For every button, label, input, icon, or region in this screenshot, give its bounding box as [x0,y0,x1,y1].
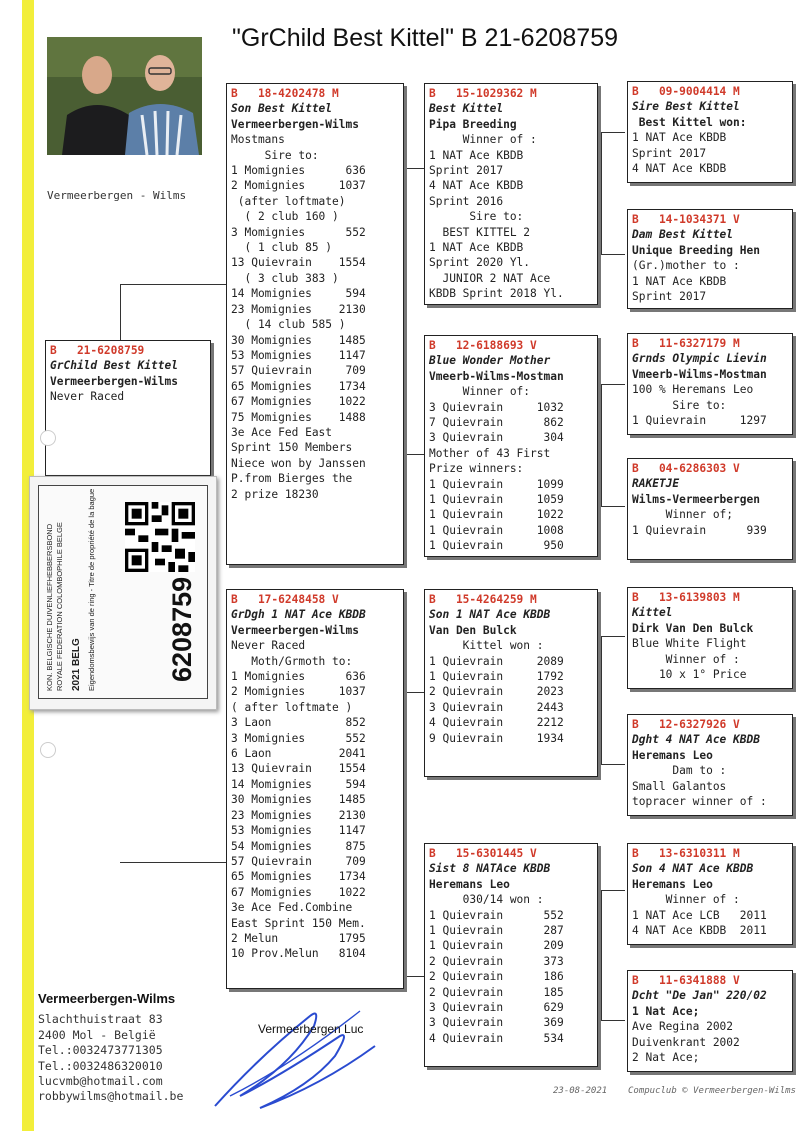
sire-sire-pedigree-box [424,83,598,305]
ring-number: B 09-9004414 M [632,85,740,98]
bird-name: Sire Best Kittel [632,100,740,114]
detail-line: P.from Bierges the [231,472,353,486]
connector [601,890,602,1020]
detail-line: Small Galantos [632,779,727,793]
connector [120,862,228,863]
detail-line: 53 Momignies 1147 [231,348,366,362]
detail-line: 65 Momignies 1734 [231,870,366,884]
detail-line: 3 Quievrain 2443 [429,700,564,714]
breeder-name: Vermeerbergen-Wilms [231,623,359,637]
detail-line: 3e Ace Fed.Combine [231,901,353,915]
detail-line: 3 Momignies 552 [231,225,366,239]
detail-line: 3e Ace Fed East [231,425,333,439]
connector [601,890,625,891]
bird-name: Blue Wonder Mother [429,354,551,368]
detail-line: 3 Quievrain 369 [429,1016,564,1030]
detail-line: 1 Quievrain 950 [429,539,564,553]
breeder-name: Vmeerb-Wilms-Mostman [429,369,564,383]
detail-line: Sire to: [429,210,524,224]
ring-number: B 13-6139803 M [632,591,740,604]
detail-line: ( 2 club 160 ) [231,210,339,224]
ring-number: B 12-6327926 V [632,718,740,731]
detail-line: BEST KITTEL 2 [429,225,531,239]
detail-line: 65 Momignies 1734 [231,379,366,393]
ring-ownership-card [29,476,217,710]
bird-name: GrChild Best Kittel [50,359,178,373]
detail-line: 7 Quievrain 862 [429,416,564,430]
detail-line: Sprint 2017 [632,290,707,304]
owners-photo-illustration [47,37,202,155]
detail-line: (after loftmate) [231,194,346,208]
detail-line: 1 Momignies 636 [231,670,366,684]
detail-line: 2 Momignies 1037 [231,685,366,699]
detail-line: 2 prize 18230 [231,487,319,501]
detail-line: Kittel won : [429,639,544,653]
detail-line: 2 Nat Ace; [632,1051,700,1065]
card-frame [38,485,208,699]
detail-line: Sprint 2016 [429,194,504,208]
connector [601,636,625,637]
breeder-name: 1 Nat Ace; [632,1004,700,1018]
detail-line: 10 Prov.Melun 8104 [231,947,366,961]
detail-line: Winner of; [632,508,734,522]
owners-photo [47,37,202,155]
footer-copyright: Compuclub © Vermeerbergen-Wilms [628,1086,796,1096]
dds-pedigree-box [627,843,793,945]
bird-name: Best Kittel [429,102,504,116]
connector [601,132,602,254]
detail-line: 3 Laon 852 [231,716,366,730]
detail-line: 1 Quievrain 2089 [429,654,564,668]
detail-line: 4 NAT Ace KBDB [429,179,524,193]
federation-french: ROYALE FEDERATION COLOMBOPHILE BELGE [55,522,64,691]
bird-name: Son 4 NAT Ace KBDB [632,862,754,876]
breeder-name: Best Kittel won: [632,115,747,129]
sire-dam-pedigree-box [424,335,598,557]
detail-line: 1 Quievrain 1297 [632,414,767,428]
detail-line: 57 Quievrain 709 [231,854,366,868]
page-title: "GrChild Best Kittel" B 21-6208759 [232,24,619,52]
punch-hole [40,742,56,758]
ring-number-large: 6208759 [167,576,197,682]
detail-line: Sire to: [632,398,727,412]
breeder-name: Pipa Breeding [429,117,517,131]
detail-line: Niece won by Janssen [231,456,366,470]
breeder-name: Heremans Leo [429,877,510,891]
detail-line: Mostmans [231,133,285,147]
signature-icon [200,996,390,1116]
detail-line: 30 Momignies 1485 [231,333,366,347]
detail-line: 1 Quievrain 209 [429,939,564,953]
connector [601,254,625,255]
detail-line: Duivenkrant 2002 [632,1035,740,1049]
detail-line: 4 NAT Ace KBDB 2011 [632,924,767,938]
detail-line: Never Raced [50,390,125,404]
detail-line: ( 1 club 85 ) [231,241,333,255]
detail-line: 1 NAT Ace KBDB [429,148,524,162]
ring-number: B 04-6286303 V [632,462,740,475]
contact-street: Slachthuistraat 83 [38,1012,163,1027]
bird-name: Sist 8 NATAce KBDB [429,862,551,876]
bird-name: Dght 4 NAT Ace KBDB [632,733,760,747]
connector [601,764,625,765]
detail-line: 1 Quievrain 1099 [429,477,564,491]
federation-dutch: KON. BELGISCHE DUIVENLIEFHEBBERSBOND [45,523,54,691]
subject-pedigree-box [45,340,211,476]
ring-number: B 15-4264259 M [429,593,537,606]
ring-number: B 15-1029362 M [429,87,537,100]
contact-email: robbywilms@hotmail.be [38,1089,184,1104]
detail-line: Prize winners: [429,462,524,476]
detail-line: 54 Momignies 875 [231,839,366,853]
punch-hole [40,430,56,446]
breeder-name: Vmeerb-Wilms-Mostman [632,367,767,381]
detail-line: 53 Momignies 1147 [231,824,366,838]
ddd-pedigree-box [627,970,793,1072]
sss-pedigree-box [627,81,793,183]
detail-line: 4 Quievrain 2212 [429,716,564,730]
year-country: 2021 BELG [71,638,82,691]
contact-block [38,991,183,1105]
detail-line: Blue White Flight [632,637,747,651]
detail-line: 2 Quievrain 373 [429,954,564,968]
detail-line: 67 Momignies 1022 [231,885,366,899]
contact-email: lucvmb@hotmail.com [38,1074,163,1089]
detail-line: 2 Melun 1795 [231,931,366,945]
bird-name: RAKETJE [632,477,680,491]
dam-dam-pedigree-box [424,843,598,1067]
ring-number: B 11-6327179 M [632,337,740,350]
connector [601,636,602,764]
connector [120,284,228,285]
dss-pedigree-box [627,587,793,689]
detail-line: Sprint 2017 [632,146,707,160]
detail-line: 1 Quievrain 939 [632,523,767,537]
detail-line: Sprint 150 Members [231,441,353,455]
bird-name: Dam Best Kittel [632,228,734,242]
detail-line: 1 NAT Ace KBDB [632,274,727,288]
detail-line: 75 Momignies 1488 [231,410,366,424]
ring-number: B 18-4202478 M [231,87,339,100]
detail-line: Sprint 2017 [429,164,504,178]
detail-line: East Sprint 150 Mem. [231,916,366,930]
detail-line: 4 NAT Ace KBDB [632,162,727,176]
detail-line: 14 Momignies 594 [231,777,366,791]
bird-name: Son Best Kittel [231,102,333,116]
breeder-name: Van Den Bulck [429,623,517,637]
ring-number: B 15-6301445 V [429,847,537,860]
detail-line: 57 Quievrain 709 [231,364,366,378]
breeder-name: Dirk Van Den Bulck [632,621,754,635]
detail-line: 3 Quievrain 304 [429,431,564,445]
breeder-name: Heremans Leo [632,877,713,891]
detail-line: 23 Momignies 2130 [231,302,366,316]
bird-name: GrDgh 1 NAT Ace KBDB [231,608,366,622]
contact-phone: Tel.:0032486320010 [38,1058,163,1073]
connector [601,506,625,507]
detail-line: JUNIOR 2 NAT Ace [429,271,551,285]
sire-pedigree-box [226,83,404,565]
breeder-name: Vermeerbergen-Wilms [231,117,359,131]
footer-date: 23-08-2021 [553,1086,608,1096]
detail-line: 2 Quievrain 186 [429,970,564,984]
dam-sire-pedigree-box [424,589,598,777]
detail-line: Winner of : [632,893,740,907]
detail-line: 1 NAT Ace LCB 2011 [632,908,767,922]
contact-name: Vermeerbergen-Wilms [38,991,176,1006]
signature-name: Vermeerbergen Luc [258,1022,364,1036]
detail-line: 030/14 won : [429,893,544,907]
connector [601,384,625,385]
qr-code-icon [125,502,195,572]
breeder-name: Heremans Leo [632,748,713,762]
ring-number: B 21-6208759 [50,344,145,357]
detail-line: 1 Quievrain 1008 [429,523,564,537]
detail-line: 14 Momignies 594 [231,287,366,301]
detail-line: Mother of 43 First [429,446,551,460]
detail-line: 10 x 1° Price [632,668,747,682]
ring-number: B 14-1034371 V [632,213,740,226]
detail-line: ( 14 club 585 ) [231,318,346,332]
detail-line: 2 Quievrain 2023 [429,685,564,699]
dam-pedigree-box [226,589,404,989]
detail-line: 13 Quievrain 1554 [231,762,366,776]
dsd-pedigree-box [627,714,793,816]
detail-line: Winner of: [429,385,531,399]
ownership-deed: Eigendomsbewijs van de ring - Titre de propriété de la bague [87,488,96,691]
bird-name: Dcht "De Jan" 220/02 [632,989,767,1003]
detail-line: KBDB Sprint 2018 Yl. [429,287,564,301]
detail-line: 6 Laon 2041 [231,747,366,761]
bird-name: Grnds Olympic Lievin [632,352,767,366]
detail-line: 1 Quievrain 1022 [429,508,564,522]
detail-line: 1 Quievrain 1792 [429,670,564,684]
owner-label: Vermeerbergen - Wilms [47,189,187,202]
sds-pedigree-box [627,333,793,435]
detail-line: Winner of : [429,133,537,147]
detail-line: 1 NAT Ace KBDB [429,241,524,255]
detail-line: Ave Regina 2002 [632,1020,734,1034]
breeder-name: Vermeerbergen-Wilms [50,374,178,388]
detail-line: Dam to : [632,764,727,778]
detail-line: 13 Quievrain 1554 [231,256,366,270]
detail-line: Sprint 2020 Yl. [429,256,531,270]
detail-line: topracer winner of : [632,795,767,809]
detail-line: 1 Momignies 636 [231,164,366,178]
detail-line: 9 Quievrain 1934 [429,731,564,745]
detail-line: 30 Momignies 1485 [231,793,366,807]
detail-line: 1 NAT Ace KBDB [632,131,727,145]
detail-line: Sire to: [231,148,319,162]
ring-number: B 17-6248458 V [231,593,339,606]
detail-line: Winner of : [632,652,740,666]
detail-line: ( after loftmate ) [231,700,353,714]
connector [601,384,602,506]
sdd-pedigree-box [627,458,793,560]
connector [601,1020,625,1021]
detail-line: 100 % Heremans Leo [632,383,754,397]
detail-line: 23 Momignies 2130 [231,808,366,822]
detail-line: ( 3 club 383 ) [231,271,339,285]
connector [601,132,625,133]
detail-line: 3 Momignies 552 [231,731,366,745]
detail-line: 1 Quievrain 287 [429,924,564,938]
connector [120,284,121,340]
breeder-name: Unique Breeding Hen [632,243,760,257]
detail-line: Never Raced [231,639,306,653]
detail-line: 67 Momignies 1022 [231,395,366,409]
contact-phone: Tel.:0032473771305 [38,1043,163,1058]
detail-line: 2 Momignies 1037 [231,179,366,193]
breeder-name: Wilms-Vermeerbergen [632,492,760,506]
detail-line: 3 Quievrain 1032 [429,400,564,414]
bird-name: Son 1 NAT Ace KBDB [429,608,551,622]
ssd-pedigree-box [627,209,793,309]
detail-line: 1 Quievrain 1059 [429,493,564,507]
detail-line: 2 Quievrain 185 [429,985,564,999]
detail-line: 4 Quievrain 534 [429,1031,564,1045]
contact-city: 2400 Mol - België [38,1027,156,1042]
bird-name: Kittel [632,606,673,620]
detail-line: 3 Quievrain 629 [429,1001,564,1015]
detail-line: 1 Quievrain 552 [429,908,564,922]
ring-number: B 13-6310311 M [632,847,740,860]
detail-line: (Gr.)mother to : [632,259,740,273]
detail-line: Moth/Grmoth to: [231,654,353,668]
ring-number: B 11-6341888 V [632,974,740,987]
ring-number: B 12-6188693 V [429,339,537,352]
